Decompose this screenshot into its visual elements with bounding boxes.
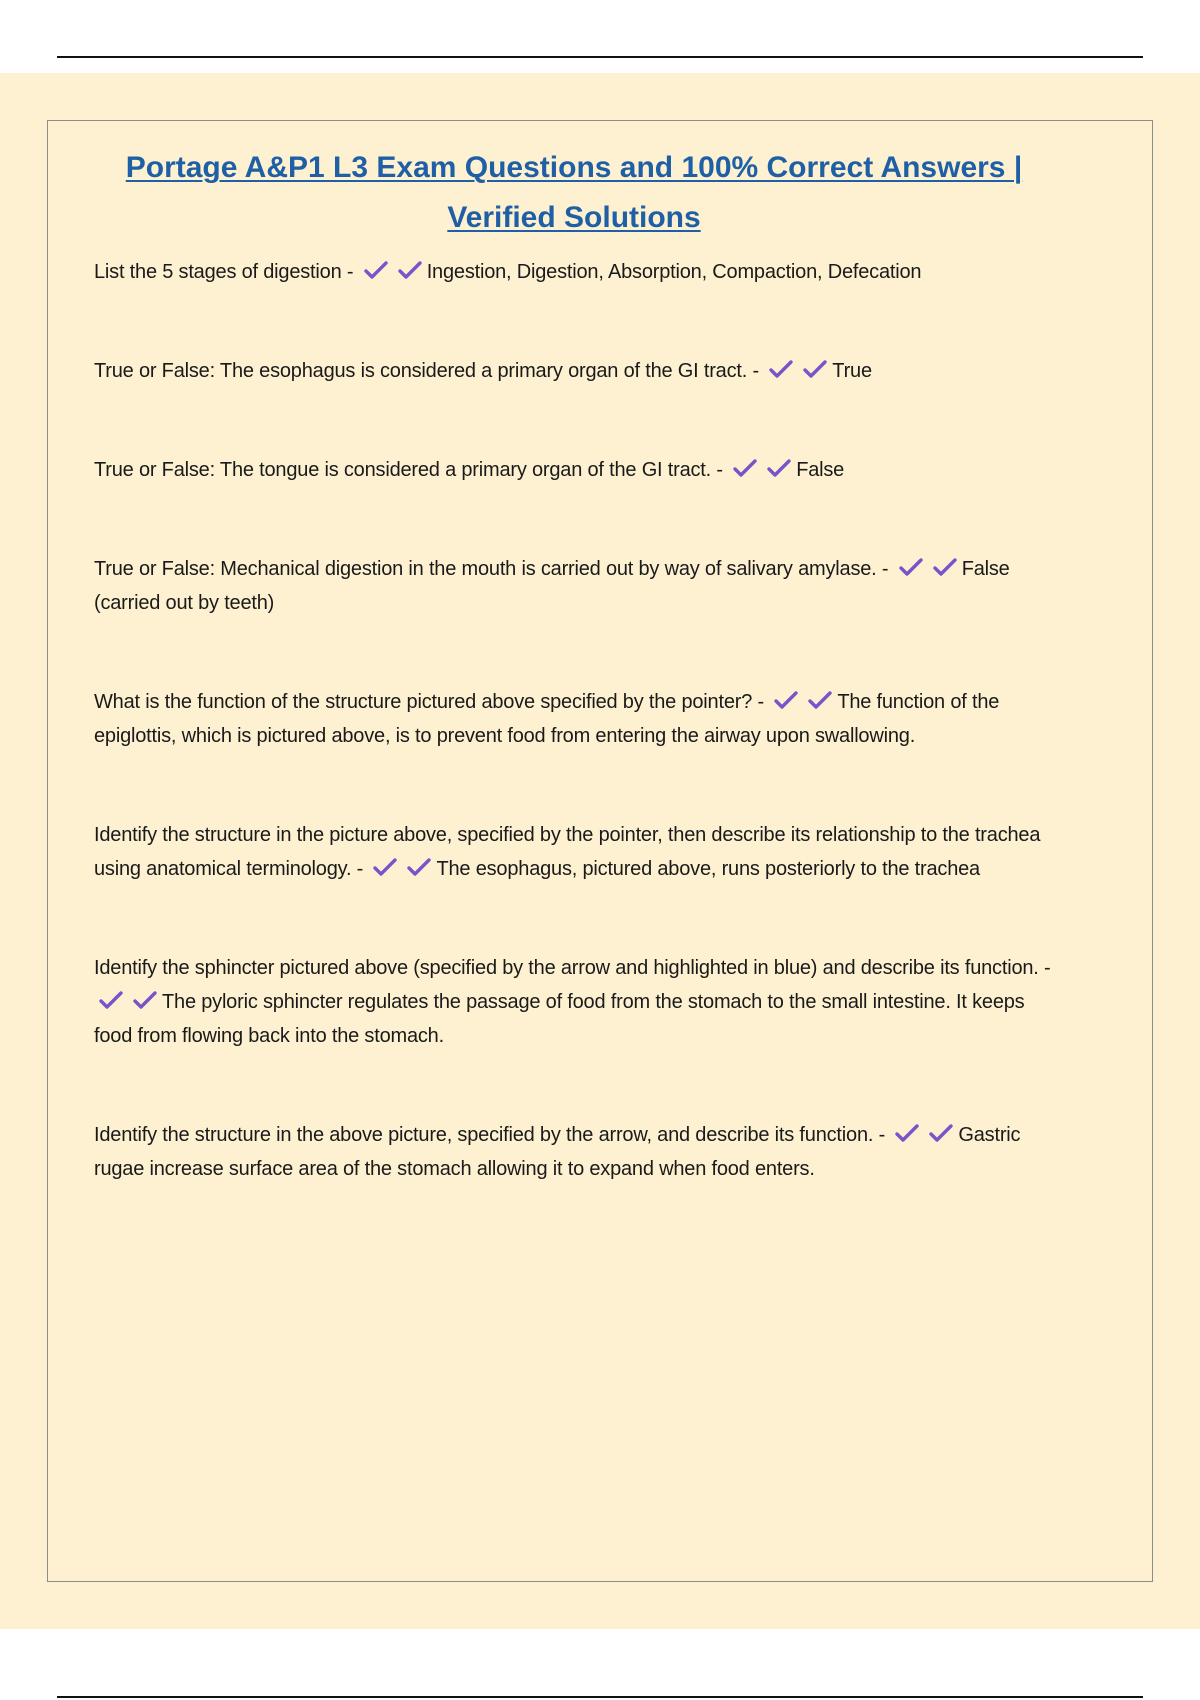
checkmark-icon bbox=[406, 857, 432, 877]
question-text: Identify the structure in the picture above, specified by the pointer, then describe its relationship to the trachea using anatomical terminology. - bbox=[94, 824, 1041, 880]
checkmark-icon bbox=[363, 260, 389, 280]
checkmark-icon bbox=[898, 557, 924, 577]
checkmark-icon bbox=[802, 359, 828, 379]
question-text: True or False: The tongue is considered a primary organ of the GI tract. - bbox=[94, 459, 723, 481]
qa-entry bbox=[94, 255, 1054, 289]
checkmark-icon bbox=[768, 359, 794, 379]
answer-text: The esophagus, pictured above, runs posteriorly to the trachea bbox=[436, 858, 980, 880]
qa-list bbox=[94, 255, 1054, 1186]
checkmark-icon bbox=[894, 1123, 920, 1143]
checkmark-icon bbox=[932, 557, 958, 577]
qa-entry bbox=[94, 951, 1054, 1053]
question-text: True or False: The esophagus is considered a primary organ of the GI tract. - bbox=[94, 360, 759, 382]
double-check-icon bbox=[890, 1124, 958, 1146]
question-text: Identify the structure in the above picture, specified by the arrow, and describe its function. - bbox=[94, 1124, 886, 1146]
double-check-icon bbox=[359, 261, 427, 283]
question-text: What is the function of the structure pictured above specified by the pointer? - bbox=[94, 691, 764, 713]
answer-text: The pyloric sphincter regulates the passage of food from the stomach to the small intestine. It keeps food from flowing back into the stomach. bbox=[94, 991, 1025, 1047]
double-check-icon bbox=[769, 691, 837, 713]
checkmark-icon bbox=[732, 458, 758, 478]
answer-text: Ingestion, Digestion, Absorption, Compaction, Defecation bbox=[426, 261, 922, 283]
document-content bbox=[94, 143, 1054, 1251]
double-check-icon bbox=[94, 991, 162, 1013]
header-rule bbox=[57, 56, 1143, 58]
answer-text: Gastric rugae increase surface area of the stomach allowing it to expand when food enters. bbox=[94, 1124, 1021, 1180]
answer-text: True bbox=[832, 360, 872, 382]
qa-entry bbox=[94, 685, 1054, 753]
document-title: Portage A&P1 L3 Exam Questions and 100% Correct Answers | Verified Solutions bbox=[125, 151, 1023, 234]
answer-text: False bbox=[796, 459, 845, 481]
double-check-icon bbox=[764, 360, 832, 382]
checkmark-icon bbox=[773, 690, 799, 710]
question-text: List the 5 stages of digestion - bbox=[94, 261, 354, 283]
checkmark-icon bbox=[397, 260, 423, 280]
checkmark-icon bbox=[928, 1123, 954, 1143]
answer-text: The function of the epiglottis, which is pictured above, is to prevent food from entering the airway upon swallowing. bbox=[94, 691, 1000, 747]
double-check-icon bbox=[728, 459, 796, 481]
checkmark-icon bbox=[807, 690, 833, 710]
question-text: True or False: Mechanical digestion in the mouth is carried out by way of salivary amylase. - bbox=[94, 558, 889, 580]
qa-entry bbox=[94, 453, 1054, 487]
checkmark-icon bbox=[132, 990, 158, 1010]
footer-rule bbox=[57, 1696, 1143, 1698]
qa-entry bbox=[94, 818, 1054, 886]
checkmark-icon bbox=[766, 458, 792, 478]
qa-entry bbox=[94, 1118, 1054, 1186]
checkmark-icon bbox=[372, 857, 398, 877]
checkmark-icon bbox=[98, 990, 124, 1010]
qa-entry bbox=[94, 552, 1054, 620]
double-check-icon bbox=[894, 558, 962, 580]
qa-entry bbox=[94, 354, 1054, 388]
question-text: Identify the sphincter pictured above (specified by the arrow and highlighted in blue) and describe its function. - bbox=[94, 957, 1051, 979]
answer-text: False (carried out by teeth) bbox=[94, 558, 1010, 614]
double-check-icon bbox=[368, 858, 436, 880]
